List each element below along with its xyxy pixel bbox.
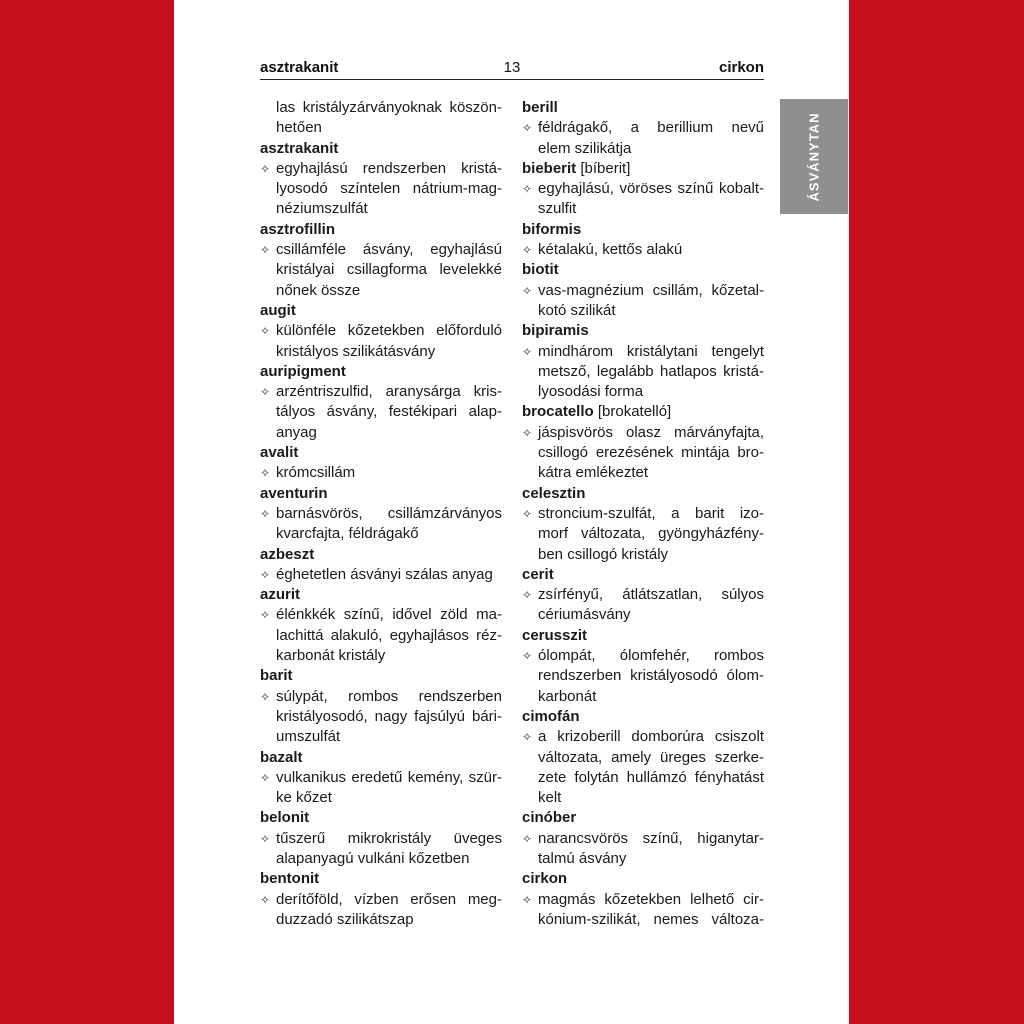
definition-continuation: anyag [276, 423, 317, 441]
definition-continuation: csillogó erezésének mintája bro- [538, 444, 764, 462]
entry-headword [522, 98, 764, 118]
entry-headword [522, 321, 764, 341]
definition-bullet-icon: ✧ [522, 243, 533, 258]
definition-continuation: rendszerben kristályosodó ólom- [538, 667, 764, 685]
headword-text: berill [522, 99, 558, 116]
definition-line [522, 240, 764, 260]
definition-continuation: kátra emlékeztet [538, 464, 649, 482]
definition-continuation: kristályos szilikátásvány [276, 342, 436, 360]
definition-line [260, 504, 502, 524]
definition-bullet-icon: ✧ [260, 385, 271, 400]
pronunciation: [brokatelló] [593, 403, 672, 421]
definition-line [522, 504, 764, 524]
definition-text: éghetetlen ásványi szálas anyag [276, 565, 493, 583]
headword-text: auripigment [260, 362, 346, 380]
definition-bullet-icon: ✧ [522, 182, 533, 197]
definition-text: csillámféle ásvány, egyhajlású [276, 241, 502, 259]
definition-line [522, 646, 764, 666]
definition-text: kétalakú, kettős alakú [538, 241, 683, 259]
definition-bullet-icon: ✧ [522, 892, 533, 907]
definition-continuation: talmú ásvány [538, 849, 627, 867]
definition-text: tűszerű mikrokristály üveges [276, 829, 502, 847]
right-column [522, 98, 764, 930]
definition-continuation: cériumásvány [538, 606, 631, 624]
definition-bullet-icon: ✧ [260, 506, 271, 521]
definition-continuation: lachittá alakuló, egyhajlásos réz- [276, 626, 502, 644]
definition-continuation: karbonát [538, 687, 597, 705]
definition-bullet-icon: ✧ [260, 608, 271, 623]
definition-line [260, 463, 502, 483]
definition-continuation: ke kőzet [276, 789, 332, 807]
definition-bullet-icon: ✧ [260, 567, 271, 582]
definition-continuation: duzzadó szilikátszap [276, 910, 414, 928]
definition-bullet-icon: ✧ [522, 831, 533, 846]
page-header [260, 57, 764, 80]
entry-headword [260, 484, 502, 504]
headword-text: barit [260, 667, 293, 685]
entry-headword [260, 666, 502, 686]
entry-headword [260, 748, 502, 768]
definition-continuation: karbonát kristály [276, 647, 386, 665]
entry-headword [522, 808, 764, 828]
page-number: 13 [503, 59, 521, 76]
definition-text: narancsvörös színű, higanytar- [538, 829, 764, 847]
definition-continuation: metsző, legalább hatlapos kristá- [538, 362, 764, 380]
definition-line [260, 687, 502, 707]
entry-headword [522, 159, 764, 179]
definition-text: jáspisvörös olasz márványfajta, [538, 423, 764, 441]
headword-text: bentonit [260, 870, 320, 888]
definition-line [260, 240, 502, 260]
headword-text: avalit [260, 444, 299, 462]
headword-text: cimofán [522, 707, 580, 725]
entry-headword [260, 545, 502, 565]
definition-bullet-icon: ✧ [522, 588, 533, 603]
definition-line [522, 342, 764, 362]
definition-line [522, 118, 764, 138]
headword-text: asztrakanit [260, 139, 339, 157]
definition-continuation: kristályai csillagforma levelekké [276, 261, 502, 279]
definition-bullet-icon: ✧ [522, 649, 533, 664]
entry-headword [260, 585, 502, 605]
headword-text: belonit [260, 809, 310, 827]
definition-continuation: szulfit [538, 200, 577, 218]
pronunciation: [bíberit] [576, 159, 631, 177]
definition-continuation: zete folytán hullámzó fényhatást [538, 768, 764, 786]
entry-headword [260, 139, 502, 159]
headword-text: brocatello [522, 403, 594, 421]
definition-line [260, 321, 502, 341]
definition-line [522, 179, 764, 199]
headword-text: bazalt [260, 748, 303, 766]
entry-headword [260, 808, 502, 828]
definition-continuation: kristályosodó, nagy fajsúlyú bári- [276, 707, 502, 725]
definition-bullet-icon: ✧ [522, 344, 533, 359]
headword-text: azbeszt [260, 545, 315, 563]
definition-continuation: alapanyagú vulkáni kőzetben [276, 849, 470, 867]
headword-text: cirkon [522, 870, 568, 888]
definition-continuation: lyosodó színtelen nátrium-mag- [276, 180, 502, 198]
definition-line [522, 281, 764, 301]
definition-continuation: hetően [276, 119, 322, 137]
definition-text: féldrágakő, a berillium nevű [538, 119, 764, 137]
definition-text: vulkanikus eredetű kemény, szür- [276, 768, 502, 786]
definition-continuation: morf változata, gyöngyházfény- [538, 525, 764, 543]
definition-continuation: nőnek össze [276, 281, 361, 299]
definition-line [522, 890, 764, 910]
definition-bullet-icon: ✧ [522, 121, 533, 136]
definition-line [522, 585, 764, 605]
definition-continuation: lyosodási forma [538, 383, 644, 401]
entry-headword [522, 707, 764, 727]
entry-headword [522, 260, 764, 280]
entry-headword [522, 220, 764, 240]
headword-text: biformis [522, 220, 582, 238]
entry-headword [522, 565, 764, 585]
definition-text: különféle kőzetekben előforduló [276, 322, 502, 340]
definition-text: ólompát, ólomfehér, rombos [538, 647, 764, 665]
entry-headword [260, 220, 502, 240]
definition-bullet-icon: ✧ [260, 243, 271, 258]
definition-text: arzéntriszulfid, aranysárga kris- [276, 383, 502, 401]
left-column [260, 98, 502, 930]
definition-line [260, 159, 502, 179]
definition-line [260, 382, 502, 402]
headword-text: cerit [522, 565, 554, 583]
headword-text: azurit [260, 586, 301, 604]
definition-text: krómcsillám [276, 464, 356, 482]
definition-bullet-icon: ✧ [260, 466, 271, 481]
headword-text: augit [260, 301, 296, 319]
definition-bullet-icon: ✧ [260, 324, 271, 339]
entry-headword [260, 301, 502, 321]
definition-bullet-icon: ✧ [522, 730, 533, 745]
definition-text: vas-magnézium csillám, kőzetal- [538, 281, 764, 299]
definition-text: derítőföld, vízben erősen meg- [276, 890, 502, 908]
header-first-entry: asztrakanit [260, 59, 339, 76]
headword-text: celesztin [522, 484, 586, 502]
entry-headword [522, 869, 764, 889]
definition-bullet-icon: ✧ [260, 831, 271, 846]
definition-bullet-icon: ✧ [522, 283, 533, 298]
headword-text: cinóber [522, 809, 577, 827]
definition-line [522, 727, 764, 747]
headword-text: cerusszit [522, 626, 588, 644]
headword-text: biotit [522, 261, 559, 279]
definition-bullet-icon: ✧ [260, 770, 271, 785]
definition-continuation: néziumszulfát [276, 200, 368, 218]
entry-headword [522, 626, 764, 646]
definition-continuation: elem szilikátja [538, 139, 632, 157]
definition-line [260, 829, 502, 849]
entry-headword [260, 443, 502, 463]
section-tab-label: ÁSVÁNYTAN [806, 112, 822, 201]
definition-bullet-icon: ✧ [260, 892, 271, 907]
definition-line [260, 565, 502, 585]
definition-text: egyhajlású, vöröses színű kobalt- [538, 180, 764, 198]
definition-continuation: tályos ásvány, festékipari alap- [276, 403, 502, 421]
definition-text: élénkkék színű, idővel zöld ma- [276, 606, 502, 624]
definition-line [522, 423, 764, 443]
definition-continuation: las kristályzárványoknak köszön- [276, 99, 502, 116]
entry-headword [260, 869, 502, 889]
definition-text: mindhárom kristálytani tengelyt [538, 342, 764, 360]
definition-continuation: változata, amely üreges szerke- [538, 748, 764, 766]
definition-line [260, 890, 502, 910]
definition-text: magmás kőzetekben lelhető cir- [538, 890, 764, 908]
definition-line [260, 605, 502, 625]
headword-text: asztrofillin [260, 220, 336, 238]
definition-bullet-icon: ✧ [260, 689, 271, 704]
definition-continuation: kelt [538, 789, 562, 807]
definition-continuation: umszulfát [276, 728, 341, 746]
definition-line [522, 829, 764, 849]
headword-text: bieberit [522, 159, 577, 177]
entry-headword [522, 484, 764, 504]
definition-text: stroncium-szulfát, a barit izo- [538, 504, 764, 522]
entry-headword [522, 402, 764, 422]
entry-headword [260, 362, 502, 382]
definition-line [260, 768, 502, 788]
definition-text: egyhajlású rendszerben kristá- [276, 159, 502, 177]
definition-bullet-icon: ✧ [260, 161, 271, 176]
definition-text: a krizoberill domborúra csiszolt [538, 728, 764, 746]
section-tab [780, 99, 848, 214]
definition-continuation: ben csillogó kristály [538, 545, 669, 563]
definition-continuation: kvarcfajta, féldrágakő [276, 525, 419, 543]
definition-continuation: kónium-szilikát, nemes változa- [538, 910, 764, 928]
headword-text: bipiramis [522, 322, 589, 340]
headword-text: aventurin [260, 484, 328, 502]
header-last-entry: cirkon [718, 59, 764, 76]
definition-bullet-icon: ✧ [522, 425, 533, 440]
definition-continuation: kotó szilikát [538, 301, 616, 319]
definition-text: barnásvörös, csillámzárványos [276, 504, 502, 522]
definition-text: súlypát, rombos rendszerben [276, 687, 502, 705]
definition-bullet-icon: ✧ [522, 506, 533, 521]
definition-text: zsírfényű, átlátszatlan, súlyos [538, 586, 764, 604]
